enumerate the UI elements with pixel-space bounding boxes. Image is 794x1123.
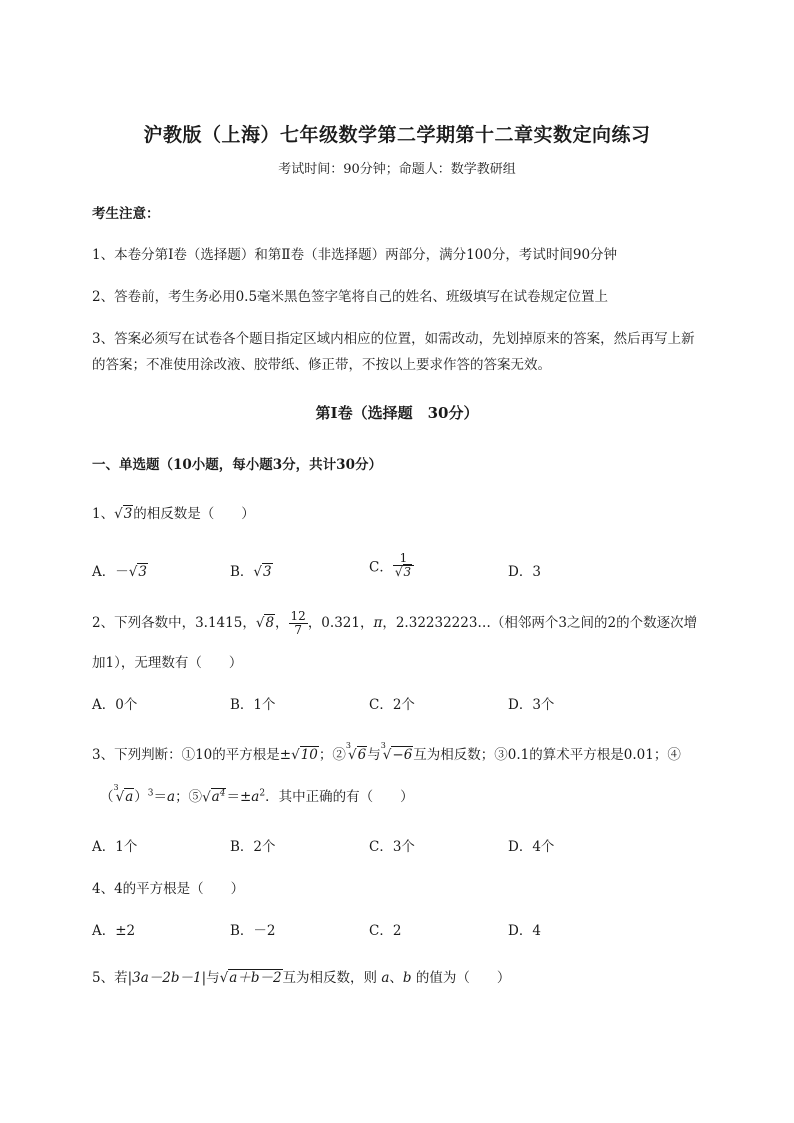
q3-option-d[interactable]: D．4个	[508, 839, 555, 855]
part-1-heading: 一、单选题（10小题，每小题3分，共计30分）	[92, 457, 382, 473]
q1-prefix: 1、	[92, 506, 115, 522]
q1-option-a[interactable]: A．－√3	[92, 564, 147, 580]
q4-option-c[interactable]: C．2	[369, 923, 402, 939]
q3-option-c[interactable]: C．3个	[369, 839, 415, 855]
notice-heading: 考生注意：	[92, 206, 160, 222]
q1-option-c[interactable]: C． $\frac{1}{√3}$	[369, 552, 414, 579]
fraction-12-7: $\frac{12}{7}$	[290, 609, 306, 638]
sqrt-8: √8	[255, 615, 275, 632]
q2-option-d[interactable]: D．3个	[508, 697, 555, 713]
q4-option-b[interactable]: B．－2	[230, 923, 276, 939]
sqrt-expression: √a＋b－2	[219, 970, 282, 986]
q2-option-c[interactable]: C．2个	[369, 697, 415, 713]
question-3-line-2: $(^3√a)^3=a$；$⑤√a^4=\pm a^2$．其中正确的有（ ）	[100, 783, 414, 805]
question-2-line-1: 2、下列各数中，3.1415，√8， $\frac{12}{7}$ ，0.321，π，2.32232223…（相邻两个3之间的2的个数逐次增	[92, 609, 698, 638]
notice-item-2: 2、答卷前，考生务必用0.5毫米黑色签字笔将自己的姓名、班级填写在试卷规定位置上	[92, 289, 609, 305]
q1-option-d[interactable]: D．3	[508, 564, 541, 580]
q1-option-b[interactable]: B．√3	[230, 564, 272, 580]
question-5: 5、若|3a－2b－1|与√a＋b－2互为相反数，则 a、b 的值为（ ）	[92, 966, 510, 986]
q3-option-b[interactable]: B．2个	[230, 839, 276, 855]
notice-item-1: 1、本卷分第I卷（选择题）和第Ⅱ卷（非选择题）两部分，满分100分，考试时间90分钟	[92, 247, 618, 263]
exam-subtitle: 考试时间：90分钟；命题人：数学教研组	[278, 162, 516, 177]
q2-option-b[interactable]: B．1个	[230, 697, 276, 713]
question-3-line-1: 3、下列判断：①10的平方根是±√10；②$^3$√6与$^3$√−6互为相反数；③0.1的算术平方根是0.01；④	[92, 741, 681, 763]
q3-option-a[interactable]: A．1个	[92, 839, 138, 855]
question-1	[92, 502, 255, 522]
question-4: 4、4的平方根是（ ）	[92, 881, 245, 897]
q4-option-d[interactable]: D．4	[508, 923, 541, 939]
q4-option-a[interactable]: A．±2	[92, 923, 136, 939]
question-2-line-2: 加1），无理数有（ ）	[92, 655, 243, 671]
section-title: 第I卷（选择题 30分）	[315, 404, 479, 422]
absolute-value-expression: |3a－2b－1|	[127, 970, 207, 986]
sqrt-3: √3	[114, 506, 133, 522]
q2-option-a[interactable]: A．0个	[92, 697, 138, 713]
q1-suffix: 的相反数是（ ）	[133, 506, 255, 522]
exam-title: 沪教版（上海）七年级数学第二学期第十二章实数定向练习	[143, 124, 651, 146]
notice-item-3-line-2: 的答案；不准使用涂改液、胶带纸、修正带，不按以上要求作答的答案无效。	[92, 357, 551, 373]
notice-item-3-line-1: 3、答案必须写在试卷各个题目指定区域内相应的位置，如需改动，先划掉原来的答案，然后再写上新	[92, 331, 695, 347]
